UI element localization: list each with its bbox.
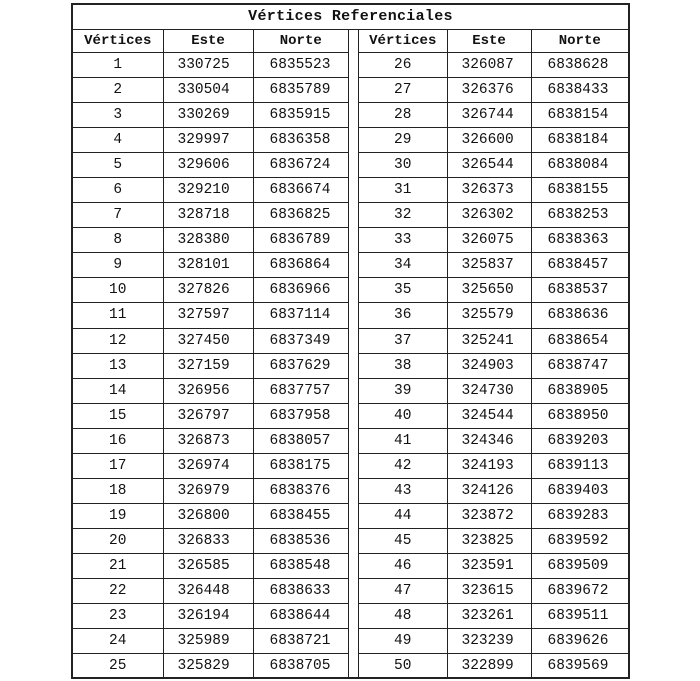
table-row: [73, 178, 348, 203]
norte-cell: 6838628: [531, 53, 628, 78]
table-row: [73, 629, 348, 654]
norte-cell: 6839509: [531, 553, 628, 578]
vertex-number-cell: 32: [359, 203, 447, 228]
norte-cell: 6835915: [253, 103, 348, 128]
este-cell: 326585: [163, 553, 253, 578]
este-cell: 324346: [447, 428, 531, 453]
header-vertices: Vértices: [73, 30, 163, 53]
este-cell: 323615: [447, 578, 531, 603]
este-cell: 327159: [163, 353, 253, 378]
norte-cell: 6839283: [531, 503, 628, 528]
header-este: Este: [163, 30, 253, 53]
table-row: [73, 203, 348, 228]
norte-cell: 6838747: [531, 353, 628, 378]
norte-cell: 6837349: [253, 328, 348, 353]
vertex-number-cell: 1: [73, 53, 163, 78]
table-row: [73, 103, 348, 128]
vertex-number-cell: 39: [359, 378, 447, 403]
left-table-body: [73, 53, 348, 679]
este-cell: 329606: [163, 153, 253, 178]
norte-cell: 6838084: [531, 153, 628, 178]
table-row: [359, 353, 628, 378]
table-row: [359, 153, 628, 178]
este-cell: 325241: [447, 328, 531, 353]
este-cell: 325579: [447, 303, 531, 328]
table-row: [359, 128, 628, 153]
este-cell: 326979: [163, 478, 253, 503]
table-row: [73, 303, 348, 328]
vertex-number-cell: 17: [73, 453, 163, 478]
norte-cell: 6838155: [531, 178, 628, 203]
table-row: [359, 203, 628, 228]
este-cell: 327826: [163, 278, 253, 303]
table-row: [73, 478, 348, 503]
este-cell: 324126: [447, 478, 531, 503]
norte-cell: 6838905: [531, 378, 628, 403]
norte-cell: 6838376: [253, 478, 348, 503]
vertex-number-cell: 4: [73, 128, 163, 153]
right-half: [359, 30, 628, 678]
vertex-number-cell: 18: [73, 478, 163, 503]
vertex-number-cell: 29: [359, 128, 447, 153]
table-row: [73, 453, 348, 478]
vertex-number-cell: 48: [359, 604, 447, 629]
vertex-number-cell: 11: [73, 303, 163, 328]
norte-cell: 6838363: [531, 228, 628, 253]
vertex-number-cell: 28: [359, 103, 447, 128]
este-cell: 325837: [447, 253, 531, 278]
vertex-number-cell: 7: [73, 203, 163, 228]
norte-cell: 6839403: [531, 478, 628, 503]
vertex-number-cell: 2: [73, 78, 163, 103]
vertex-number-cell: 15: [73, 403, 163, 428]
este-cell: 326974: [163, 453, 253, 478]
norte-cell: 6838644: [253, 604, 348, 629]
norte-cell: 6838633: [253, 578, 348, 603]
table-row: [73, 228, 348, 253]
vertex-number-cell: 40: [359, 403, 447, 428]
este-cell: 326873: [163, 428, 253, 453]
header-norte: Norte: [531, 30, 628, 53]
norte-cell: 6836789: [253, 228, 348, 253]
este-cell: 328718: [163, 203, 253, 228]
norte-cell: 6838654: [531, 328, 628, 353]
vertex-number-cell: 35: [359, 278, 447, 303]
table-row: [359, 303, 628, 328]
vertex-number-cell: 34: [359, 253, 447, 278]
table-row: [73, 253, 348, 278]
table-row: [359, 178, 628, 203]
table-row: [359, 278, 628, 303]
norte-cell: 6838154: [531, 103, 628, 128]
vertex-number-cell: 13: [73, 353, 163, 378]
table-title: Vértices Referenciales: [73, 5, 628, 30]
norte-cell: 6839203: [531, 428, 628, 453]
vertex-number-cell: 20: [73, 528, 163, 553]
vertex-number-cell: 26: [359, 53, 447, 78]
vertex-number-cell: 19: [73, 503, 163, 528]
este-cell: 325829: [163, 654, 253, 678]
este-cell: 328101: [163, 253, 253, 278]
norte-cell: 6838253: [531, 203, 628, 228]
table-row: [359, 378, 628, 403]
vertex-number-cell: 38: [359, 353, 447, 378]
table-row: [359, 103, 628, 128]
table-row: [359, 453, 628, 478]
left-vertices-table: [73, 30, 348, 678]
table-row: [359, 578, 628, 603]
norte-cell: 6838705: [253, 654, 348, 678]
table-row: [73, 403, 348, 428]
right-table-body: [359, 53, 628, 679]
vertex-number-cell: 33: [359, 228, 447, 253]
table-row: [359, 553, 628, 578]
vertex-number-cell: 21: [73, 553, 163, 578]
norte-cell: 6838184: [531, 128, 628, 153]
norte-cell: 6835789: [253, 78, 348, 103]
norte-cell: 6836724: [253, 153, 348, 178]
este-cell: 326797: [163, 403, 253, 428]
norte-cell: 6838057: [253, 428, 348, 453]
este-cell: 327597: [163, 303, 253, 328]
norte-cell: 6838721: [253, 629, 348, 654]
vertex-number-cell: 3: [73, 103, 163, 128]
left-half: [73, 30, 348, 678]
vertex-number-cell: 25: [73, 654, 163, 678]
norte-cell: 6839592: [531, 528, 628, 553]
vertex-number-cell: 8: [73, 228, 163, 253]
vertex-number-cell: 49: [359, 629, 447, 654]
norte-cell: 6836825: [253, 203, 348, 228]
norte-cell: 6839511: [531, 604, 628, 629]
este-cell: 322899: [447, 654, 531, 678]
table-row: [73, 128, 348, 153]
vertex-number-cell: 36: [359, 303, 447, 328]
table-row: [359, 253, 628, 278]
table-row: [359, 78, 628, 103]
norte-cell: 6838457: [531, 253, 628, 278]
table-row: [73, 78, 348, 103]
table-row: [359, 654, 628, 678]
este-cell: 323261: [447, 604, 531, 629]
este-cell: 324730: [447, 378, 531, 403]
header-norte: Norte: [253, 30, 348, 53]
este-cell: 326075: [447, 228, 531, 253]
vertex-number-cell: 14: [73, 378, 163, 403]
norte-cell: 6838175: [253, 453, 348, 478]
norte-cell: 6838950: [531, 403, 628, 428]
table-row: [73, 153, 348, 178]
right-vertices-table: [359, 30, 628, 678]
norte-cell: 6838548: [253, 553, 348, 578]
table-row: [73, 578, 348, 603]
table-row: [73, 528, 348, 553]
right-header-row: [359, 30, 628, 53]
norte-cell: 6837114: [253, 303, 348, 328]
este-cell: 323825: [447, 528, 531, 553]
este-cell: 326544: [447, 153, 531, 178]
table-row: [73, 378, 348, 403]
vertex-number-cell: 16: [73, 428, 163, 453]
este-cell: 324544: [447, 403, 531, 428]
table-row: [359, 403, 628, 428]
norte-cell: 6837757: [253, 378, 348, 403]
norte-cell: 6839626: [531, 629, 628, 654]
vertex-number-cell: 27: [359, 78, 447, 103]
left-header-row: [73, 30, 348, 53]
vertices-table-sheet: [71, 3, 630, 679]
table-row: [359, 328, 628, 353]
este-cell: 326800: [163, 503, 253, 528]
vertex-number-cell: 10: [73, 278, 163, 303]
header-vertices: Vértices: [359, 30, 447, 53]
vertex-number-cell: 46: [359, 553, 447, 578]
table-row: [73, 428, 348, 453]
este-cell: 326833: [163, 528, 253, 553]
table-row: [73, 328, 348, 353]
norte-cell: 6838433: [531, 78, 628, 103]
table-row: [359, 228, 628, 253]
este-cell: 323591: [447, 553, 531, 578]
norte-cell: 6838536: [253, 528, 348, 553]
norte-cell: 6839569: [531, 654, 628, 678]
este-cell: 326194: [163, 604, 253, 629]
table-row: [359, 604, 628, 629]
column-separator: [348, 30, 359, 678]
vertex-number-cell: 43: [359, 478, 447, 503]
norte-cell: 6837958: [253, 403, 348, 428]
este-cell: 330504: [163, 78, 253, 103]
vertex-number-cell: 37: [359, 328, 447, 353]
este-cell: 326373: [447, 178, 531, 203]
este-cell: 327450: [163, 328, 253, 353]
este-cell: 324903: [447, 353, 531, 378]
este-cell: 330725: [163, 53, 253, 78]
este-cell: 330269: [163, 103, 253, 128]
este-cell: 326087: [447, 53, 531, 78]
table-row: [359, 53, 628, 78]
este-cell: 323239: [447, 629, 531, 654]
table-row: [73, 53, 348, 78]
vertex-number-cell: 30: [359, 153, 447, 178]
table-row: [73, 503, 348, 528]
vertex-number-cell: 50: [359, 654, 447, 678]
norte-cell: 6838455: [253, 503, 348, 528]
table-row: [359, 629, 628, 654]
vertex-number-cell: 45: [359, 528, 447, 553]
este-cell: 326448: [163, 578, 253, 603]
vertex-number-cell: 12: [73, 328, 163, 353]
este-cell: 328380: [163, 228, 253, 253]
vertex-number-cell: 47: [359, 578, 447, 603]
norte-cell: 6838537: [531, 278, 628, 303]
vertex-number-cell: 42: [359, 453, 447, 478]
este-cell: 323872: [447, 503, 531, 528]
norte-cell: 6839672: [531, 578, 628, 603]
vertex-number-cell: 9: [73, 253, 163, 278]
este-cell: 326956: [163, 378, 253, 403]
este-cell: 326600: [447, 128, 531, 153]
table-row: [359, 428, 628, 453]
vertex-number-cell: 5: [73, 153, 163, 178]
vertex-number-cell: 6: [73, 178, 163, 203]
table-row: [73, 604, 348, 629]
norte-cell: 6835523: [253, 53, 348, 78]
vertex-number-cell: 22: [73, 578, 163, 603]
vertex-number-cell: 44: [359, 503, 447, 528]
table-row: [73, 278, 348, 303]
este-cell: 326302: [447, 203, 531, 228]
vertex-number-cell: 41: [359, 428, 447, 453]
este-cell: 326376: [447, 78, 531, 103]
norte-cell: 6836358: [253, 128, 348, 153]
este-cell: 325650: [447, 278, 531, 303]
norte-cell: 6837629: [253, 353, 348, 378]
table-columns: [73, 30, 628, 678]
norte-cell: 6836864: [253, 253, 348, 278]
table-row: [359, 503, 628, 528]
vertex-number-cell: 23: [73, 604, 163, 629]
table-row: [73, 654, 348, 678]
norte-cell: 6836674: [253, 178, 348, 203]
este-cell: 325989: [163, 629, 253, 654]
este-cell: 329997: [163, 128, 253, 153]
table-row: [359, 528, 628, 553]
este-cell: 329210: [163, 178, 253, 203]
vertex-number-cell: 24: [73, 629, 163, 654]
este-cell: 326744: [447, 103, 531, 128]
norte-cell: 6836966: [253, 278, 348, 303]
este-cell: 324193: [447, 453, 531, 478]
table-row: [359, 478, 628, 503]
norte-cell: 6838636: [531, 303, 628, 328]
table-row: [73, 353, 348, 378]
norte-cell: 6839113: [531, 453, 628, 478]
header-este: Este: [447, 30, 531, 53]
table-row: [73, 553, 348, 578]
vertex-number-cell: 31: [359, 178, 447, 203]
